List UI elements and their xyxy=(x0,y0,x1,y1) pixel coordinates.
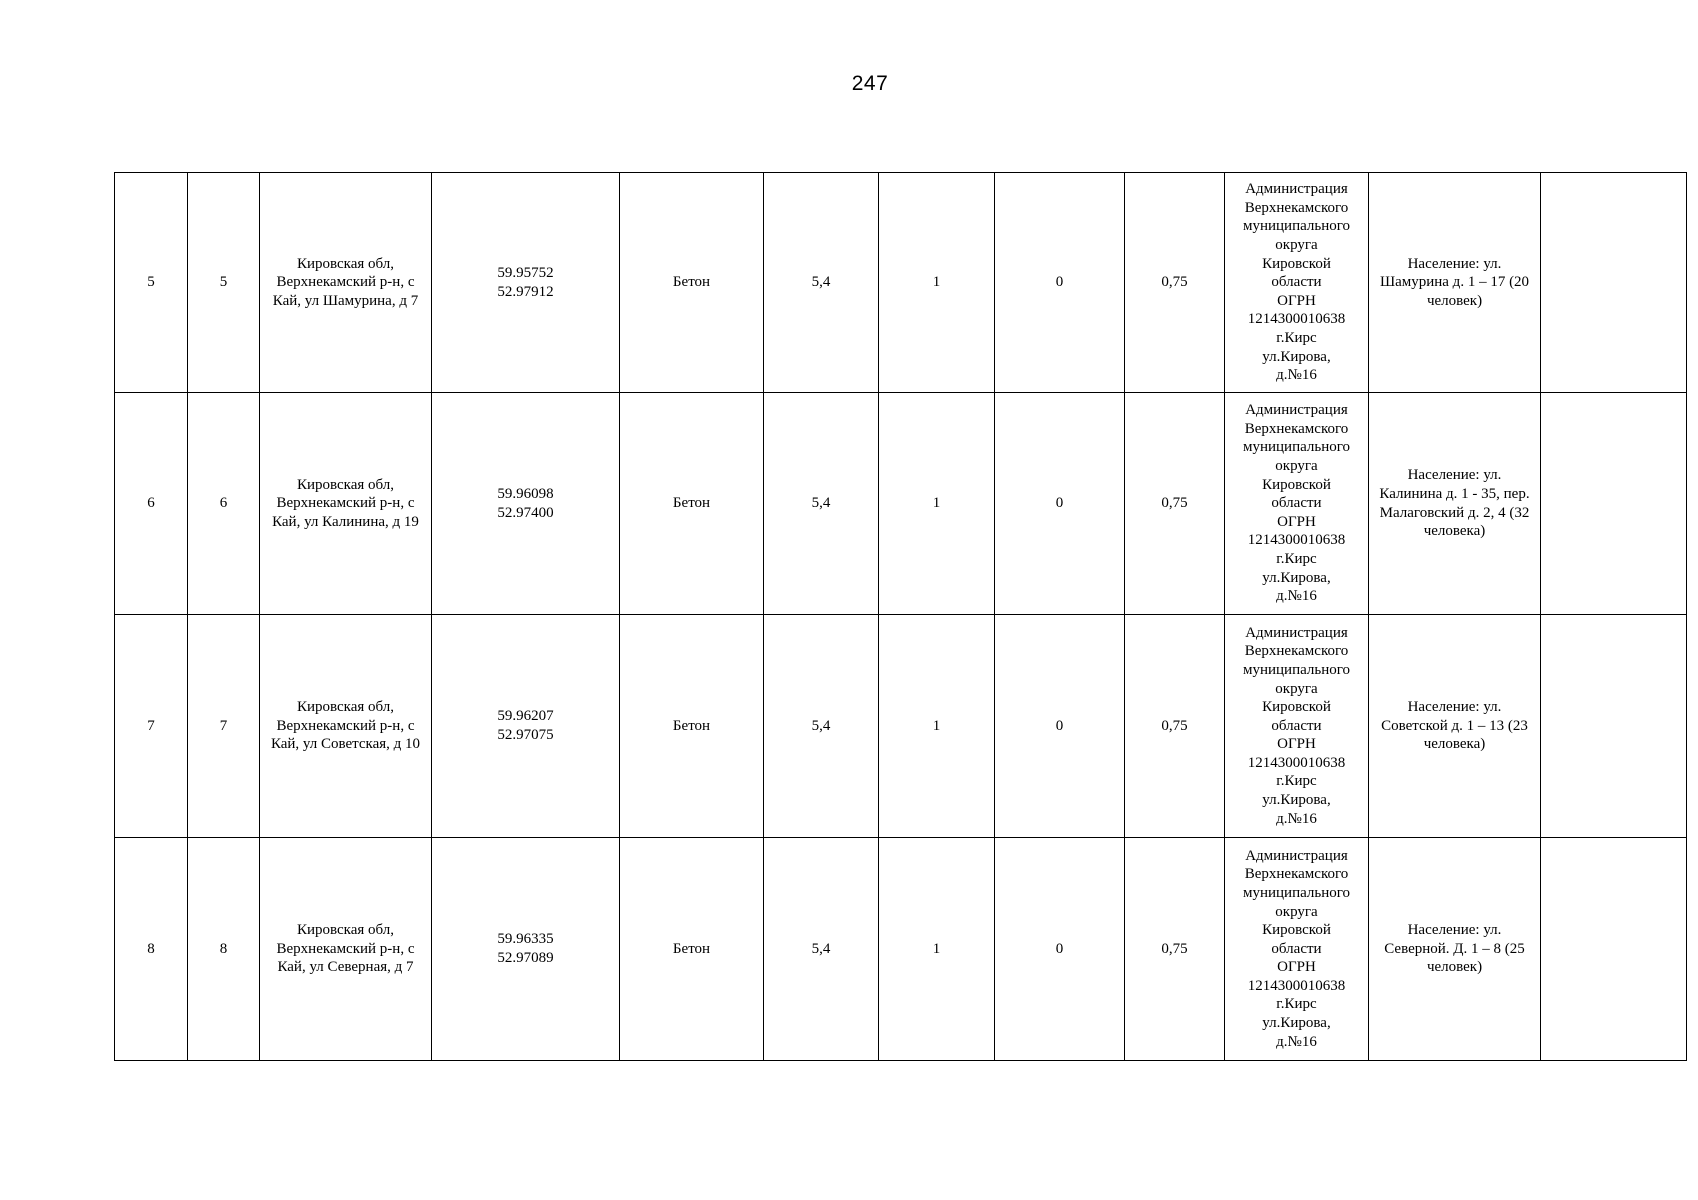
owner-line: муниципального xyxy=(1242,661,1351,678)
owner-line: округа xyxy=(1275,680,1318,697)
cell-registry-number: 7 xyxy=(188,615,260,838)
cell-owner xyxy=(1225,393,1369,615)
owner-line: области xyxy=(1271,717,1322,734)
cell-row-number: 8 xyxy=(115,838,188,1061)
table-row xyxy=(115,393,1687,615)
cell-planned-containers: 0 xyxy=(995,615,1125,838)
waste-site-registry-table xyxy=(114,172,1687,1061)
cell-row-number: 5 xyxy=(115,173,188,393)
owner-line: г.Кирс xyxy=(1276,996,1317,1013)
owner-line: ОГРН xyxy=(1277,292,1316,309)
cell-coordinates xyxy=(432,393,620,615)
cell-area: 5,4 xyxy=(764,393,879,615)
owner-line: д.№16 xyxy=(1276,1033,1317,1050)
cell-owner xyxy=(1225,615,1369,838)
cell-registry-number: 8 xyxy=(188,838,260,1061)
owner-line: ОГРН xyxy=(1277,736,1316,753)
owner-line: ул.Кирова, xyxy=(1262,1015,1331,1032)
cell-containers: 1 xyxy=(879,393,995,615)
owner-line: 1214300010638 xyxy=(1247,532,1346,549)
cell-address: Кировская обл, Верхнекамский р-н, с Кай, ул Северная, д 7 xyxy=(260,838,432,1061)
cell-address: Кировская обл, Верхнекамский р-н, с Кай, ул Калинина, д 19 xyxy=(260,393,432,615)
owner-line: г.Кирс xyxy=(1276,329,1317,346)
coordinate-longitude: 52.97089 xyxy=(497,950,554,966)
cell-waste-sources: Население: ул. Северной. Д. 1 – 8 (25 человек) xyxy=(1369,838,1541,1061)
owner-line: муниципального xyxy=(1242,884,1351,901)
table-row xyxy=(115,173,1687,393)
cell-row-number: 7 xyxy=(115,615,188,838)
owner-line: Верхнекамского xyxy=(1244,199,1349,216)
owner-line: г.Кирс xyxy=(1276,550,1317,567)
owner-line: Администрация xyxy=(1245,624,1348,641)
table-row xyxy=(115,838,1687,1061)
cell-area: 5,4 xyxy=(764,173,879,393)
coordinate-latitude: 59.95752 xyxy=(497,264,554,281)
cell-volume: 0,75 xyxy=(1125,393,1225,615)
coordinate-latitude: 59.96207 xyxy=(497,708,554,725)
owner-line: области xyxy=(1271,495,1322,512)
owner-line: муниципального xyxy=(1242,439,1351,456)
cell-coordinates xyxy=(432,173,620,393)
cell-waste-sources: Население: ул. Шамурина д. 1 – 17 (20 человек) xyxy=(1369,173,1541,393)
owner-line: округа xyxy=(1275,458,1318,475)
owner-line: Верхнекамского xyxy=(1244,420,1349,437)
owner-line: Кировской xyxy=(1262,255,1331,272)
owner-line: д.№16 xyxy=(1276,367,1317,384)
owner-line: области xyxy=(1271,940,1322,957)
cell-address: Кировская обл, Верхнекамский р-н, с Кай, ул Шамурина, д 7 xyxy=(260,173,432,393)
owner-line: муниципального xyxy=(1242,218,1351,235)
coordinate-longitude: 52.97912 xyxy=(497,283,554,300)
table-row xyxy=(115,615,1687,838)
owner-line: Кировской xyxy=(1262,699,1331,716)
owner-line: округа xyxy=(1275,237,1318,254)
cell-note xyxy=(1541,838,1687,1061)
owner-line: Администрация xyxy=(1245,402,1348,419)
cell-owner xyxy=(1225,173,1369,393)
cell-surface: Бетон xyxy=(620,838,764,1061)
cell-containers: 1 xyxy=(879,615,995,838)
cell-volume: 0,75 xyxy=(1125,838,1225,1061)
cell-row-number: 6 xyxy=(115,393,188,615)
cell-waste-sources: Население: ул. Калинина д. 1 - 35, пер. Малаговский д. 2, 4 (32 человека) xyxy=(1369,393,1541,615)
owner-line: ОГРН xyxy=(1277,959,1316,976)
cell-owner xyxy=(1225,838,1369,1061)
owner-line: Кировской xyxy=(1262,922,1331,939)
owner-line: д.№16 xyxy=(1276,810,1317,827)
cell-volume: 0,75 xyxy=(1125,173,1225,393)
owner-line: Верхнекамского xyxy=(1244,866,1349,883)
owner-line: области xyxy=(1271,274,1322,291)
owner-line: ул.Кирова, xyxy=(1262,348,1331,365)
cell-planned-containers: 0 xyxy=(995,173,1125,393)
owner-line: 1214300010638 xyxy=(1247,754,1346,771)
cell-coordinates xyxy=(432,615,620,838)
page-number: 247 xyxy=(851,72,889,95)
owner-line: Администрация xyxy=(1245,847,1348,864)
cell-planned-containers: 0 xyxy=(995,838,1125,1061)
owner-line: Кировской xyxy=(1262,476,1331,493)
cell-address: Кировская обл, Верхнекамский р-н, с Кай, ул Советская, д 10 xyxy=(260,615,432,838)
cell-note xyxy=(1541,173,1687,393)
owner-line: 1214300010638 xyxy=(1247,977,1346,994)
owner-line: Верхнекамского xyxy=(1244,643,1349,660)
cell-planned-containers: 0 xyxy=(995,393,1125,615)
cell-registry-number: 6 xyxy=(188,393,260,615)
owner-line: ОГРН xyxy=(1277,513,1316,530)
cell-note xyxy=(1541,393,1687,615)
cell-surface: Бетон xyxy=(620,393,764,615)
cell-area: 5,4 xyxy=(764,838,879,1061)
coordinate-longitude: 52.97400 xyxy=(497,504,554,521)
owner-line: 1214300010638 xyxy=(1247,311,1346,328)
cell-surface: Бетон xyxy=(620,615,764,838)
cell-surface: Бетон xyxy=(620,173,764,393)
owner-line: Администрация xyxy=(1245,181,1348,198)
coordinate-latitude: 59.96098 xyxy=(497,485,554,502)
owner-line: г.Кирс xyxy=(1276,773,1317,790)
cell-coordinates xyxy=(432,838,620,1061)
cell-volume: 0,75 xyxy=(1125,615,1225,838)
cell-area: 5,4 xyxy=(764,615,879,838)
owner-line: д.№16 xyxy=(1276,588,1317,605)
cell-waste-sources: Население: ул. Советской д. 1 – 13 (23 человека) xyxy=(1369,615,1541,838)
owner-line: ул.Кирова, xyxy=(1262,569,1331,586)
coordinate-latitude: 59.96335 xyxy=(497,931,554,948)
cell-containers: 1 xyxy=(879,838,995,1061)
cell-note xyxy=(1541,615,1687,838)
cell-containers: 1 xyxy=(879,173,995,393)
owner-line: округа xyxy=(1275,903,1318,920)
cell-registry-number: 5 xyxy=(188,173,260,393)
coordinate-longitude: 52.97075 xyxy=(497,727,554,743)
owner-line: ул.Кирова, xyxy=(1262,792,1331,809)
